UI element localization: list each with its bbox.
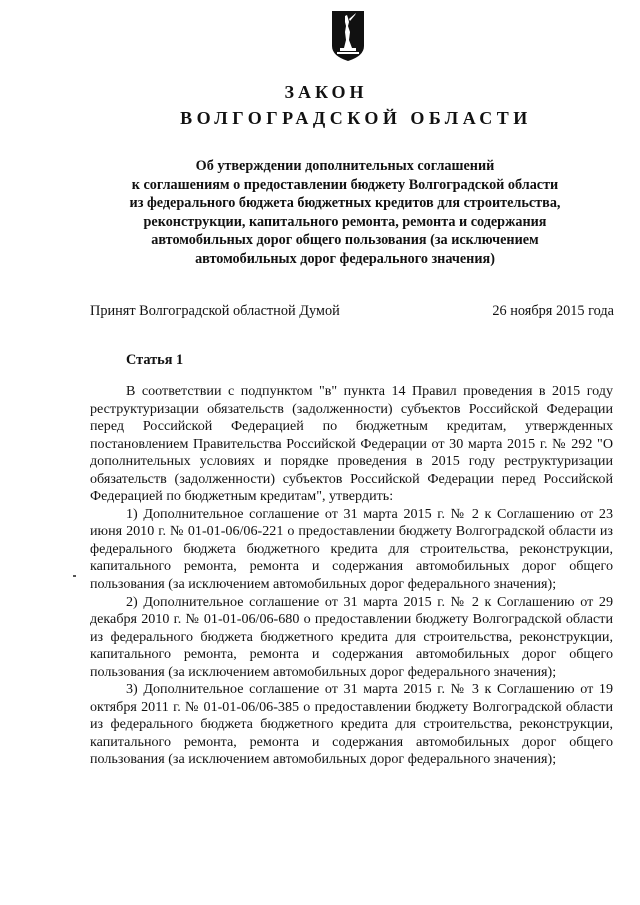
article-paragraph: 1) Дополнительное соглашение от 31 марта 2015 г. № 2 к Соглашению от 23 июня 2010 г. № 01-01-06/06-221 о предоставлении бюджету Волгоградской области из федерального бюджета бюджетного кредита для строительства, реконструкции, капитального ремонта, ремонта и содержания автомобильных дорог общего пользования (за исключением автомобильных дорог федерального значения); (90, 505, 613, 593)
law-region-title: ВОЛГОГРАДСКОЙ ОБЛАСТИ (180, 108, 532, 128)
subject-line: к соглашениям о предоставлении бюджету Волгоградской области (131, 176, 559, 193)
subject-line: Об утверждении дополнительных соглашений (195, 158, 495, 174)
law-subject (80, 157, 610, 269)
adopted-by: Принят Волгоградской областной Думой (90, 303, 340, 319)
article-paragraph: 2) Дополнительное соглашение от 31 марта 2015 г. № 2 к Соглашению от 29 декабря 2010 г. № 01-01-06/06-680 о предоставлении бюджету Волгоградской области из федерального бюджета бюджетного кредита для строительства, реконструкции, капитального ремонта, ремонта и содержания автомобильных дорог общего пользования (за исключением автомобильных дорог федерального значения); (90, 593, 613, 680)
subject-line: автомобильных дорог общего пользования (за исключением (151, 232, 539, 249)
adoption-date: 26 ноября 2015 года (492, 303, 614, 319)
subject-line: автомобильных дорог федерального значения) (195, 250, 495, 267)
margin-mark (73, 575, 76, 577)
coat-of-arms-icon (331, 10, 365, 62)
article-paragraph: В соответствии с подпунктом "в" пункта 14 Правил проведения в 2015 году реструктуризации обязательств (задолженности) субъектов Российской Федерации перед Российской Федерацией по бюджетным кредитам, утвержденных постановлением Правительства Российской Федерации от 30 марта 2015 г. № 292 "О дополнительных условиях и порядке проведения в 2015 году реструктуризации обязательств (задолженности) субъектов Российской Федерации перед Российской Федерацией по бюджетным кредитам", утвердить: (90, 383, 613, 505)
subject-line: из федерального бюджета бюджетных кредитов для строительства, (129, 195, 561, 212)
article-body (90, 383, 613, 769)
article-paragraph: 3) Дополнительное соглашение от 31 марта 2015 г. № 3 к Соглашению от 19 октября 2011 г. № 01-01-06/06-385 о предоставлении бюджету Волгоградской области из федерального бюджета бюджетного кредита для строительства, реконструкции, капитального ремонта, ремонта и содержания автомобильных дорог общего пользования (за исключением автомобильных дорог федерального значения); (90, 681, 613, 768)
article-heading: Статья 1 (126, 352, 184, 368)
subject-line: реконструкции, капитального ремонта, ремонта и содержания (143, 213, 547, 230)
law-title: ЗАКОН (284, 82, 368, 102)
